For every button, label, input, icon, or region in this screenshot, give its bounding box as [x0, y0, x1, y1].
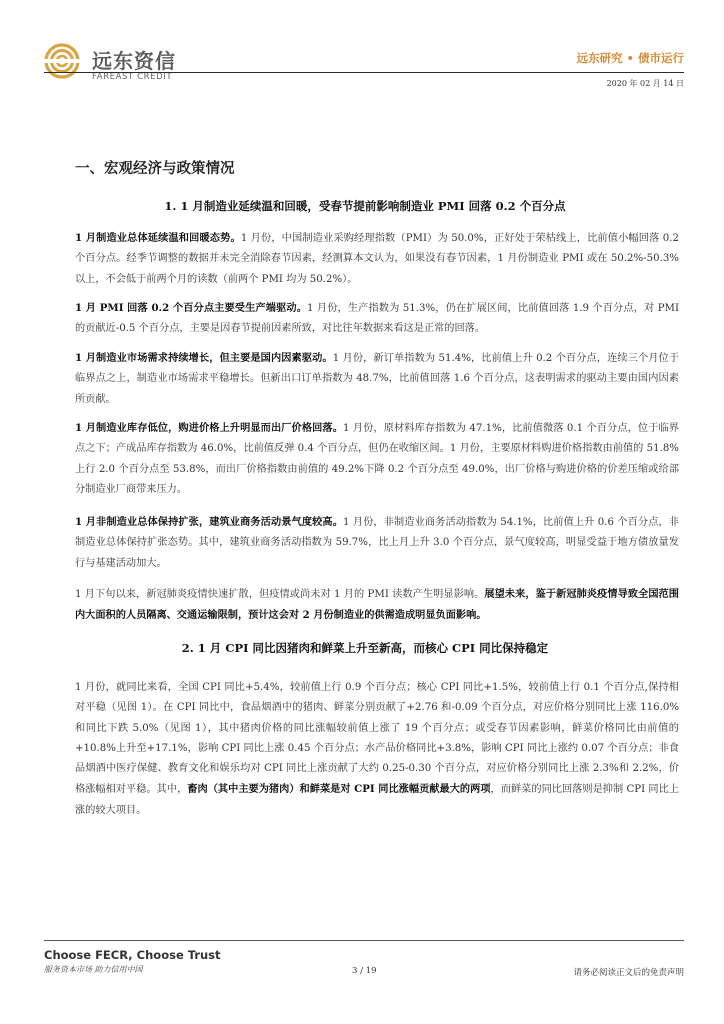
- paragraph-body: 1 月份，非制造业商务活动指数为 54.1%，比前值上升 0.6 个百分点，非制造业总体保持扩张态势。其中，建筑业商务活动指数为 59.7%，比上月上升 3.0 个百分点，景气度较高，明显受益于地方债放量发行与基建活动加大。: [75, 517, 679, 569]
- paragraph-emphasis: 展望未来，鉴于新冠肺炎疫情导致全国范围内大面积的人员隔离、交通运输限制，预计这会对 2 月份制造业的供需造成明显负面影响。: [75, 588, 679, 622]
- paragraph-body: 1 月份，中国制造业采购经理指数（PMI）为 50.0%，正好处于荣枯线上，比前值小幅回落 0.2 个百分点。经季节调整的数据并未完全消除春节因素，经测算本文认为，如果没有春节因素，1 月份制造业 PMI 或在 50.2%-50.3%以上，不会低于前两个月的读数（前两个 PMI 均为 50.2%）。: [75, 233, 679, 285]
- paragraph-lead: 1 月制造业总体延续温和回暖态势。: [75, 232, 241, 244]
- paragraph: [75, 348, 679, 410]
- paragraph-body: 1 月下旬以来，新冠肺炎疫情快速扩散，但疫情或尚未对 1 月的 PMI 读数产生明显影响。: [75, 589, 485, 600]
- fareast-credit-logo-icon: [44, 43, 80, 79]
- section-title: 一、宏观经济与政策情况: [75, 160, 235, 177]
- paragraph: [75, 584, 679, 627]
- report-date: 2020 年 02 月 14 日: [606, 79, 684, 88]
- paragraph-lead: 1 月制造业库存低位，购进价格上升明显而出厂价格回落。: [75, 422, 344, 434]
- paragraph-lead: 1 月非制造业总体保持扩张，建筑业商务活动景气度较高。: [75, 516, 344, 528]
- report-section-label: 远东研究 • 债市运行: [576, 51, 684, 65]
- paragraph-body: 1 月份，新订单指数为 51.4%，比前值上升 0.2 个百分点，连续三个月位于临界点之上，制造业市场需求平稳增长。但新出口订单指数为 48.7%，比前值回落 1.6 个百分点，这表明需求的驱动主要由国内因素所贡献。: [75, 353, 680, 405]
- paragraph-emphasis: 畜肉（其中主要为猪肉）和鲜菜是对 CPI 同比涨幅贡献最大的两项: [187, 783, 491, 796]
- subsection-title-2: 2. 1 月 CPI 同比因猪肉和鲜菜上升至新高，而核心 CPI 同比保持稳定: [181, 641, 549, 655]
- paragraph-body: 1 月份，就同比来看，全国 CPI 同比+5.4%，较前值上行 0.9 个百分点；核心 CPI 同比+1.5%，较前值上行 0.1 个百分点,保持相对平稳（见图 1）。在 CPI 同比中，食品烟酒中的猪肉、鲜菜分别贡献了+2.76 和-0.09 个百分点，对应价格分别同比上涨 116.0%和同比下跌 5.0%（见图 1），其中猪肉价格的同比涨幅较前值上涨了 19 个百分点；或受春节因素影响，鲜菜价格同比由前值的+10.8%上升至+17.1%，影响 CPI 同比上涨 0.45 个百分点；水产品价格同比+3.8%，影响 CPI 同比上涨约 0.07 个百分点；非食品烟酒中医疗保健、教育文化和娱乐均对 CPI 同比上涨贡献了大约 0.25-0.30 个百分点，对应价格分别同比上涨 2.3%和 2.2%，价格涨幅相对平稳。其中，: [75, 682, 679, 796]
- paragraph-lead: 1 月 PMI 回落 0.2 个百分点主要受生产端驱动。: [75, 302, 308, 314]
- paragraph-body: 1 月份，原材料库存指数为 47.1%，比前值微落 0.1 个百分点，位于临界点之下；产成品库存指数为 46.0%，比前值反弹 0.4 个百分点，但仍在收缩区间。1 月份，主要原材料购进价格指数由前值的 51.8%上行 2.0 个百分点至 53.8%，而出厂价格指数由前值的 49.2%下降 0.2 个百分点至 49.0%，出厂价格与购进价格的价差压缩或给部分制造业厂商带来压力。: [75, 423, 679, 495]
- paragraph: [75, 512, 679, 574]
- footer-divider: [44, 940, 684, 941]
- header-divider: [44, 72, 684, 73]
- logo-english-name: FAREAST CREDIT: [92, 72, 173, 82]
- paragraph: [75, 678, 679, 821]
- paragraph-body: ，而鲜菜的同比回落则是抑制 CPI 同比上涨的较大项目。: [75, 784, 680, 816]
- footer-slogan: Choose FECR, Choose Trust: [44, 948, 221, 962]
- disclaimer-note: 请务必阅读正文后的免责声明: [573, 968, 684, 978]
- paragraph: [75, 228, 679, 290]
- paragraph-lead: 1 月制造业市场需求持续增长，但主要是国内因素驱动。: [75, 352, 333, 364]
- page-number: 3 / 19: [352, 966, 377, 976]
- paragraph: [75, 418, 679, 500]
- footer-subslogan: 服务资本市场 助力信用中国: [44, 965, 143, 974]
- paragraph: [75, 298, 679, 340]
- subsection-title-1: 1. 1 月制造业延续温和回暖，受春节提前影响制造业 PMI 回落 0.2 个百分点: [164, 199, 566, 213]
- logo-chinese-name: 远东资信: [92, 49, 176, 73]
- paragraph-body: 1 月份，生产指数为 51.3%，仍在扩展区间，比前值回落 1.9 个百分点，对 PMI 的贡献近-0.5 个百分点，主要是因春节提前因素所致，对比往年数据来看这是正常的回落。: [75, 303, 680, 335]
